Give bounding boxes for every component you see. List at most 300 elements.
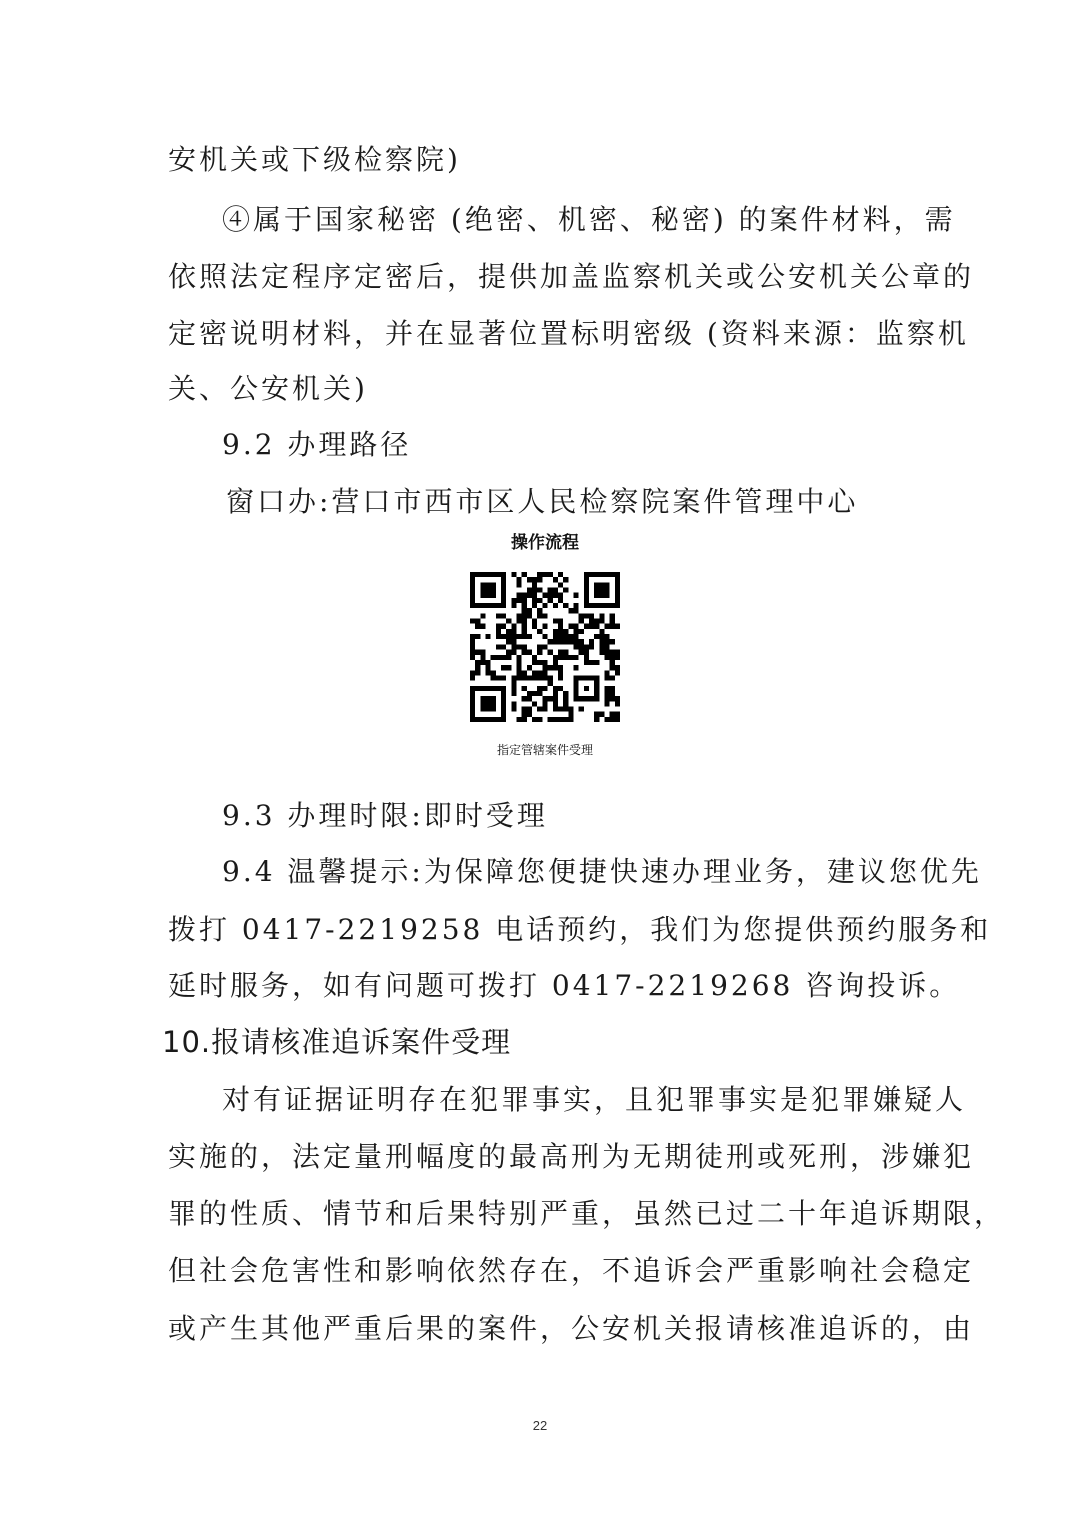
qr-module: [511, 644, 516, 649]
qr-module: [610, 613, 615, 618]
qr-module: [579, 629, 584, 634]
qr-module: [558, 650, 563, 655]
paragraph-line: 实施的，法定量刑幅度的最高刑为无期徒刑或死刑，涉嫌犯: [168, 1140, 975, 1173]
qr-module: [517, 634, 522, 639]
qr-module: [610, 660, 615, 665]
qr-module: [558, 675, 563, 680]
qr-module: [532, 675, 537, 680]
qr-module: [604, 650, 609, 655]
qr-module: [511, 572, 516, 577]
qr-module: [522, 572, 527, 577]
qr-module: [532, 717, 537, 722]
qr-module: [553, 619, 558, 624]
text-line: ④属于国家秘密 (绝密、机密、秘密) 的案件材料，需: [222, 203, 956, 236]
qr-module: [594, 712, 599, 717]
qr-module: [604, 717, 609, 722]
qr-module: [522, 608, 527, 613]
qr-module: [542, 660, 547, 665]
qr-module: [548, 598, 553, 603]
qr-module: [604, 686, 609, 691]
qr-module: [527, 675, 532, 680]
qr-module: [604, 701, 609, 706]
qr-module: [480, 624, 485, 629]
qr-module: [532, 588, 537, 593]
text-line: 安机关或下级检察院): [168, 143, 461, 176]
qr-module: [537, 670, 542, 675]
qr-module: [496, 624, 501, 629]
qr-module: [594, 624, 599, 629]
qr-module: [615, 665, 620, 670]
qr-module: [542, 670, 547, 675]
qr-module: [604, 691, 609, 696]
qr-module: [599, 650, 604, 655]
qr-module: [532, 619, 537, 624]
qr-module: [542, 644, 547, 649]
qr-module: [501, 634, 506, 639]
qr-module: [511, 634, 516, 639]
text-line: 延时服务，如有问题可拨打 0417-2219268 咨询投诉。: [168, 969, 961, 1002]
section-heading-10: 10.报请核准追诉案件受理: [162, 1025, 512, 1059]
qr-module: [573, 634, 578, 639]
qr-module: [568, 624, 573, 629]
qr-module: [604, 675, 609, 680]
qr-module: [579, 639, 584, 644]
qr-module: [522, 706, 527, 711]
qr-module: [615, 701, 620, 706]
qr-module: [475, 665, 480, 670]
qr-module: [553, 691, 558, 696]
qr-module: [517, 665, 522, 670]
qr-module: [470, 655, 475, 660]
qr-module: [537, 572, 542, 577]
qr-module: [501, 675, 506, 680]
qr-module: [553, 634, 558, 639]
qr-module: [506, 639, 511, 644]
qr-module: [553, 655, 558, 660]
qr-module: [615, 650, 620, 655]
qr-module: [563, 577, 568, 582]
qr-module: [527, 706, 532, 711]
qr-module: [558, 706, 563, 711]
qr-module: [615, 717, 620, 722]
qr-module: [568, 639, 573, 644]
qr-module: [542, 686, 547, 691]
qr-module: [589, 644, 594, 649]
qr-module: [594, 717, 599, 722]
qr-module: [553, 706, 558, 711]
qr-module: [522, 644, 527, 649]
qr-module: [537, 629, 542, 634]
qr-module: [553, 593, 558, 598]
qr-module: [589, 613, 594, 618]
qr-module: [558, 639, 563, 644]
qr-module: [553, 603, 558, 608]
qr-module: [491, 655, 496, 660]
qr-module: [604, 639, 609, 644]
qr-module: [480, 660, 485, 665]
qr-module: [537, 650, 542, 655]
qr-module: [584, 644, 589, 649]
qr-module: [542, 613, 547, 618]
qr-module: [470, 650, 475, 655]
qr-module: [496, 644, 501, 649]
qr-module: [604, 655, 609, 660]
qr-module: [511, 603, 516, 608]
qr-module: [542, 701, 547, 706]
qr-module: [506, 619, 511, 624]
qr-module: [589, 660, 594, 665]
qr-module: [553, 660, 558, 665]
qr-module: [522, 696, 527, 701]
qr-module: [558, 670, 563, 675]
qr-module: [610, 619, 615, 624]
qr-module: [558, 593, 563, 598]
qr-module: [542, 624, 547, 629]
qr-module: [511, 598, 516, 603]
qr-module: [522, 613, 527, 618]
qr-module: [594, 660, 599, 665]
qr-module: [532, 603, 537, 608]
qr-module: [491, 670, 496, 675]
qr-module: [532, 577, 537, 582]
qr-module: [496, 613, 501, 618]
qr-module: [553, 639, 558, 644]
qr-module: [537, 588, 542, 593]
qr-module: [527, 588, 532, 593]
qr-module: [501, 665, 506, 670]
qr-module: [517, 593, 522, 598]
qr-module: [527, 665, 532, 670]
qr-module: [568, 712, 573, 717]
qr-module: [563, 655, 568, 660]
qr-module: [542, 706, 547, 711]
qr-module: [553, 686, 558, 691]
qr-module: [532, 660, 537, 665]
qr-module: [563, 691, 568, 696]
qr-module: [537, 644, 542, 649]
qr-module: [511, 675, 516, 680]
qr-module: [584, 624, 589, 629]
qr-module: [532, 582, 537, 587]
qr-module: [470, 675, 475, 680]
qr-module: [604, 644, 609, 649]
qr-module: [511, 650, 516, 655]
section-heading-9-3: 9.3 办理时限:即时受理: [222, 799, 548, 832]
qr-module: [517, 655, 522, 660]
qr-module: [548, 675, 553, 680]
text-line: 9.4 温馨提示:为保障您便捷快速办理业务，建议您优先: [222, 855, 982, 888]
qr-module: [604, 696, 609, 701]
qr-module: [527, 712, 532, 717]
qr-module: [615, 624, 620, 629]
qr-module: [573, 603, 578, 608]
qr-module: [542, 593, 547, 598]
qr-module: [553, 629, 558, 634]
qr-module: [537, 717, 542, 722]
qr-module: [537, 577, 542, 582]
qr-module: [527, 634, 532, 639]
qr-module: [568, 608, 573, 613]
paragraph-line: 罪的性质、情节和后果特别严重，虽然已过二十年追诉期限，: [168, 1197, 1006, 1230]
qr-module: [548, 593, 553, 598]
qr-module: [558, 634, 563, 639]
qr-module: [553, 701, 558, 706]
qr-module: [553, 577, 558, 582]
qr-module: [573, 629, 578, 634]
paragraph-line: 但社会危害性和影响依然存在，不追诉会严重影响社会稳定: [168, 1254, 975, 1287]
qr-module: [573, 593, 578, 598]
qr-module: [610, 691, 615, 696]
qr-module: [542, 696, 547, 701]
qr-module: [558, 619, 563, 624]
qr-module: [548, 717, 553, 722]
section-heading-9-2: 9.2 办理路径: [222, 428, 412, 461]
qr-module: [537, 608, 542, 613]
qr-module: [610, 712, 615, 717]
qr-module: [599, 619, 604, 624]
qr-module: [568, 634, 573, 639]
qr-module: [558, 572, 563, 577]
qr-module: [522, 650, 527, 655]
qr-module: [527, 691, 532, 696]
paragraph-line: 对有证据证明存在犯罪事实，且犯罪事实是犯罪嫌疑人: [222, 1083, 967, 1116]
text-line: 拨打 0417-2219258 电话预约，我们为您提供预约服务和: [168, 913, 992, 946]
qr-module: [470, 634, 475, 639]
qr-module: [573, 624, 578, 629]
qr-module: [486, 634, 491, 639]
qr-module: [475, 634, 480, 639]
qr-module: [532, 593, 537, 598]
qr-module: [558, 665, 563, 670]
qr-module: [604, 634, 609, 639]
qr-module: [594, 634, 599, 639]
qr-module: [506, 655, 511, 660]
qr-module: [610, 686, 615, 691]
qr-module: [573, 639, 578, 644]
qr-module: [506, 629, 511, 634]
qr-module: [579, 619, 584, 624]
qr-module: [610, 655, 615, 660]
qr-module: [548, 639, 553, 644]
qr-module: [563, 603, 568, 608]
qr-module: [527, 608, 532, 613]
qr-module: [496, 634, 501, 639]
qr-module: [615, 655, 620, 660]
qr-module: [475, 670, 480, 675]
qr-module: [563, 639, 568, 644]
qr-module: [522, 619, 527, 624]
qr-module: [589, 624, 594, 629]
qr-module: [579, 706, 584, 711]
qr-module: [522, 686, 527, 691]
qr-module: [610, 650, 615, 655]
qr-module: [480, 655, 485, 660]
qr-module: [517, 717, 522, 722]
qr-module: [573, 655, 578, 660]
qr-module: [522, 675, 527, 680]
qr-module: [573, 608, 578, 613]
qr-module: [594, 619, 599, 624]
paragraph-line: 或产生其他严重后果的案件，公安机关报请核准追诉的，由: [168, 1312, 975, 1345]
qr-caption: 指定管辖案件受理: [496, 743, 593, 757]
qr-module: [610, 717, 615, 722]
qr-module: [506, 665, 511, 670]
qr-module: [558, 655, 563, 660]
qr-module: [615, 712, 620, 717]
qr-module: [517, 582, 522, 587]
qr-module: [563, 629, 568, 634]
qr-module: [501, 613, 506, 618]
qr-module: [532, 624, 537, 629]
text-line: 依照法定程序定密后，提供加盖监察机关或公安机关公章的: [168, 260, 975, 293]
qr-module: [470, 619, 475, 624]
qr-module: [584, 613, 589, 618]
qr-module: [589, 619, 594, 624]
qr-module: [610, 639, 615, 644]
qr-module: [511, 639, 516, 644]
qr-module: [522, 598, 527, 603]
qr-module: [537, 660, 542, 665]
qr-module: [563, 717, 568, 722]
qr-module: [573, 644, 578, 649]
qr-module: [553, 696, 558, 701]
qr-module: [563, 634, 568, 639]
qr-module: [579, 644, 584, 649]
qr-module: [486, 660, 491, 665]
qr-module: [517, 660, 522, 665]
qr-module: [511, 706, 516, 711]
page-number: 22: [532, 1418, 548, 1433]
qr-module: [558, 624, 563, 629]
qr-module: [517, 670, 522, 675]
qr-module: [511, 691, 516, 696]
qr-module: [522, 603, 527, 608]
qr-module: [527, 696, 532, 701]
qr-module: [589, 639, 594, 644]
qr-module: [548, 572, 553, 577]
qr-module: [558, 686, 563, 691]
qr-module: [610, 675, 615, 680]
qr-module: [486, 665, 491, 670]
qr-module: [537, 686, 542, 691]
qr-module: [496, 629, 501, 634]
qr-module: [470, 639, 475, 644]
qr-module: [548, 588, 553, 593]
qr-module: [475, 650, 480, 655]
qr-module: [532, 670, 537, 675]
qr-module: [563, 706, 568, 711]
qr-module: [522, 593, 527, 598]
text-line: 关、公安机关): [168, 372, 368, 405]
qr-module: [599, 639, 604, 644]
qr-module: [517, 577, 522, 582]
qr-module: [537, 613, 542, 618]
qr-module: [610, 665, 615, 670]
qr-module: [537, 598, 542, 603]
qr-module: [615, 696, 620, 701]
qr-module: [486, 670, 491, 675]
qr-module: [553, 665, 558, 670]
qr-module: [511, 629, 516, 634]
qr-module: [599, 644, 604, 649]
qr-module: [558, 582, 563, 587]
qr-module: [480, 650, 485, 655]
qr-module: [553, 717, 558, 722]
qr-module: [527, 650, 532, 655]
qr-module: [584, 660, 589, 665]
qr-module: [563, 701, 568, 706]
qr-module: [522, 624, 527, 629]
qr-module: [532, 655, 537, 660]
qr-module: [506, 634, 511, 639]
qr-module: [517, 598, 522, 603]
qr-module: [558, 629, 563, 634]
qr-module: [532, 691, 537, 696]
qr-module: [496, 675, 501, 680]
qr-module: [517, 613, 522, 618]
qr-module: [506, 650, 511, 655]
qr-module: [568, 717, 573, 722]
qr-module: [527, 593, 532, 598]
qr-module: [558, 717, 563, 722]
qr-module: [475, 624, 480, 629]
qr-module: [527, 613, 532, 618]
qr-module: [537, 675, 542, 680]
qr-module: [584, 650, 589, 655]
qr-module: [548, 665, 553, 670]
qr-module: [548, 696, 553, 701]
qr-module: [604, 670, 609, 675]
qr-module: [604, 624, 609, 629]
qr-module: [542, 634, 547, 639]
qr-module: [470, 644, 475, 649]
qr-module: [584, 655, 589, 660]
qr-module: [548, 681, 553, 686]
qr-module: [563, 650, 568, 655]
qr-module: [522, 717, 527, 722]
qr-module: [501, 644, 506, 649]
qr-code[interactable]: [470, 572, 620, 722]
qr-module: [568, 706, 573, 711]
qr-module: [522, 634, 527, 639]
qr-module: [563, 696, 568, 701]
qr-module: [573, 665, 578, 670]
qr-module: [542, 572, 547, 577]
qr-module: [610, 624, 615, 629]
qr-module: [579, 613, 584, 618]
qr-module: [553, 588, 558, 593]
qr-module: [491, 675, 496, 680]
qr-module: [599, 634, 604, 639]
qr-module: [511, 624, 516, 629]
qr-module: [517, 644, 522, 649]
qr-module: [548, 650, 553, 655]
qr-module: [542, 675, 547, 680]
service-window-line: 窗口办:营口市西市区人民检察院案件管理中心: [226, 485, 859, 518]
qr-module: [511, 701, 516, 706]
qr-module: [579, 650, 584, 655]
qr-module: [532, 701, 537, 706]
qr-title: 操作流程: [511, 533, 579, 553]
qr-module: [568, 655, 573, 660]
qr-module: [599, 629, 604, 634]
qr-module: [517, 619, 522, 624]
qr-module: [496, 655, 501, 660]
qr-module: [558, 598, 563, 603]
qr-module: [527, 577, 532, 582]
text-line: 定密说明材料，并在显著位置标明密级 (资料来源：监察机: [168, 317, 969, 350]
qr-module: [599, 712, 604, 717]
